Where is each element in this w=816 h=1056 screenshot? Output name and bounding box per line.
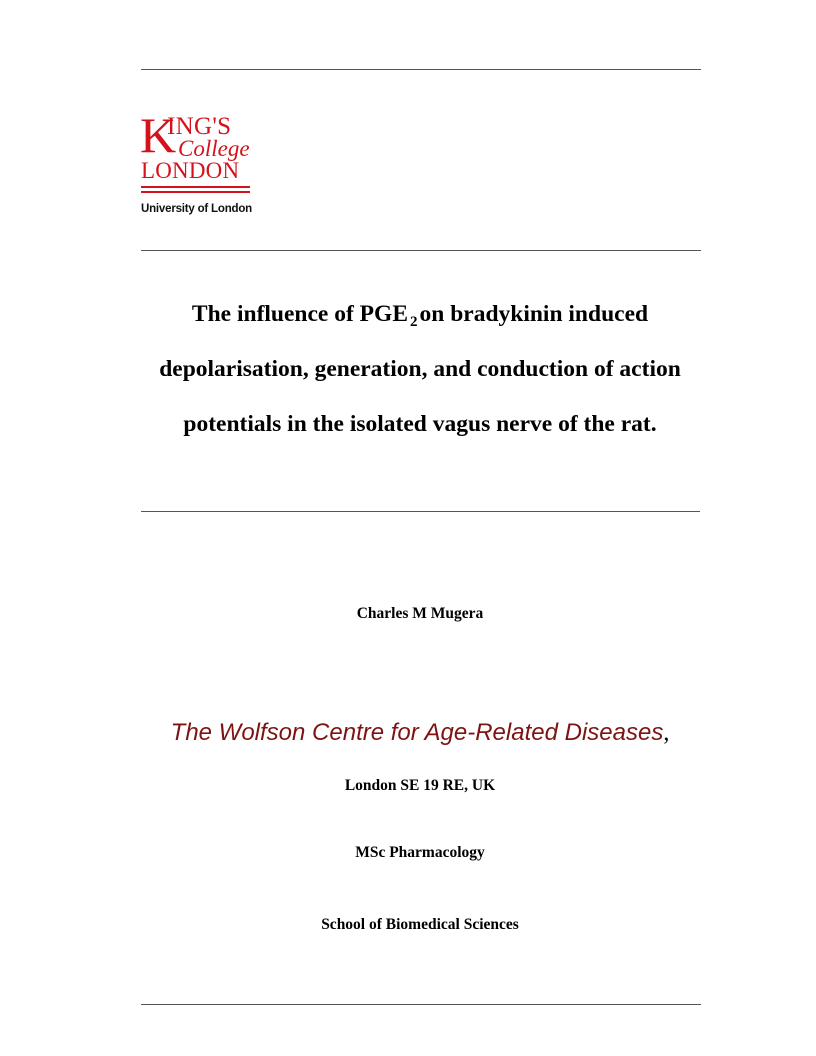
institution-name-comma: , [663, 720, 670, 746]
institution-name-text: The Wolfson Centre for Age-Related Diseases [170, 719, 664, 746]
logo-kings-rest: ING'S [167, 113, 232, 140]
thesis-title-line-1 [100, 301, 740, 330]
logo-london-text: LONDON [141, 158, 240, 183]
thesis-title-line-3: potentials in the isolated vagus nerve of the rat. [183, 411, 657, 437]
title-subscript: 2 [410, 314, 418, 330]
thesis-title-line-2: depolarisation, generation, and conduction of action [159, 356, 681, 382]
top-divider [141, 69, 701, 70]
kings-college-london-logo [140, 108, 280, 218]
bottom-divider [141, 1004, 701, 1005]
title-text-after-subscript: on bradykinin induced [419, 301, 649, 327]
title-divider [141, 511, 700, 512]
logo-red-bar-top [141, 186, 250, 188]
author-name: Charles M Mugera [356, 605, 484, 622]
degree-name: MSc Pharmacology [355, 844, 485, 861]
institution-address: London SE 19 RE, UK [344, 777, 496, 794]
school-name: School of Biomedical Sciences [321, 916, 519, 933]
logo-divider [141, 250, 701, 251]
logo-university-of-london: University of London [141, 203, 253, 215]
institution-name [100, 721, 740, 745]
logo-college-text: College [178, 136, 250, 161]
logo-kings-initial: K [140, 107, 177, 163]
logo-red-bar-bottom [141, 191, 250, 193]
title-text-before-subscript: The influence of PGE [191, 301, 408, 327]
